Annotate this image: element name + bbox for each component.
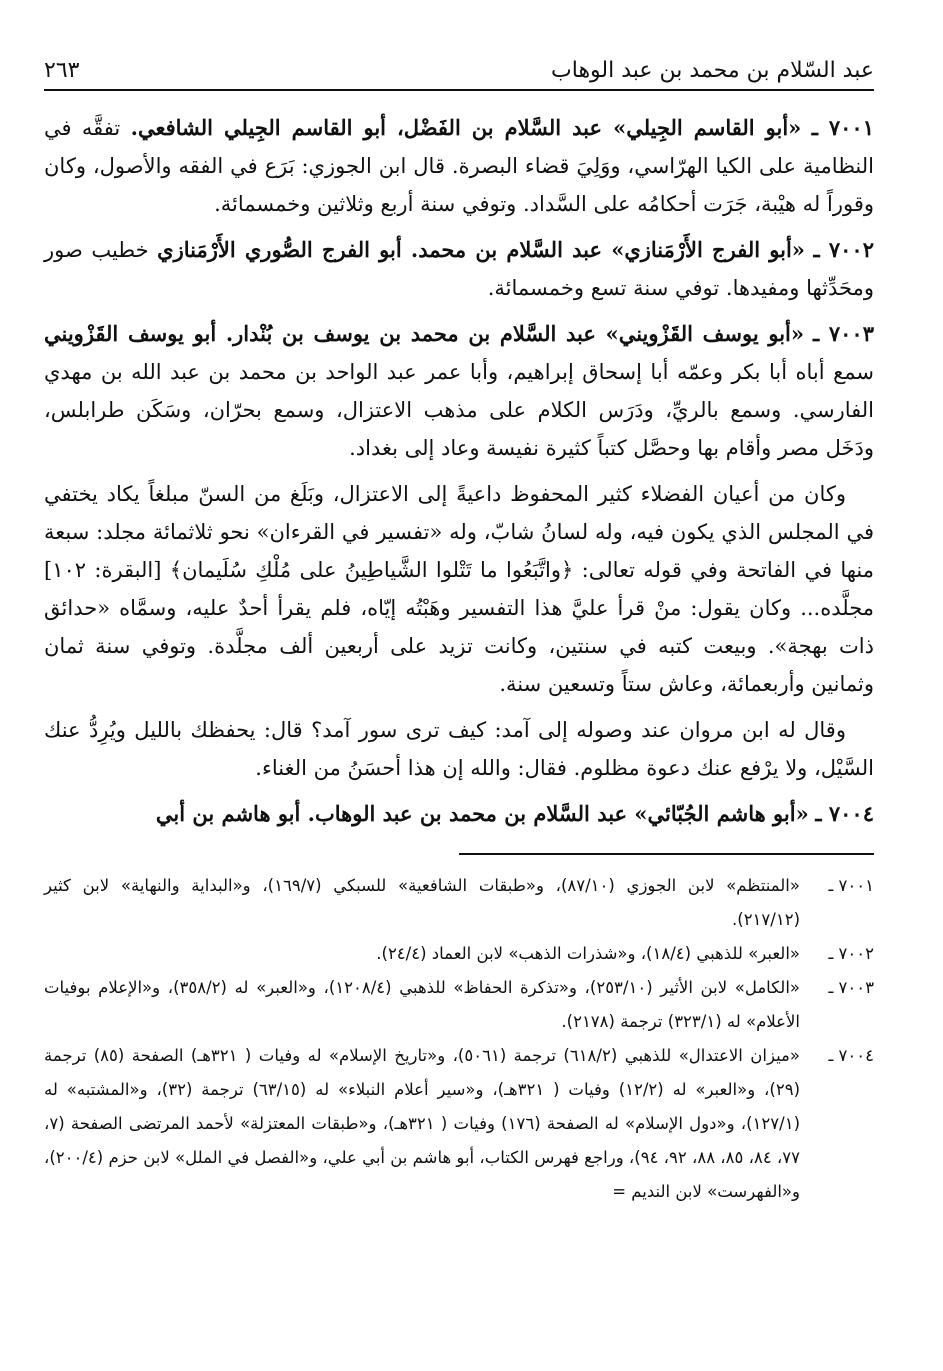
footnote <box>44 1039 874 1209</box>
footnote-divider <box>459 853 874 855</box>
footnote <box>44 869 874 937</box>
entry-7002 <box>44 231 874 307</box>
entry-7003 <box>44 315 874 467</box>
footnote <box>44 937 874 971</box>
entry-text: خطيب صور ومحَدِّثها ومفيدها. توفي سنة تسع وخمسمائة. <box>44 238 874 300</box>
running-head <box>44 58 874 91</box>
entry-text: سمع أباه أبا بكر وعمّه أبا إسحاق إبراهيم، وأبا عمر عبد الواحد بن محمد بن عبد الله بن مهدي الفارسي. وسمع بالريِّ، ودَرَس الكلام على مذهب الاعتزال، وسمع بحرّان، وسَكَن طرابلس، ودَخَل مصر وأقام بها وحصَّل كتباً كثيرة نفيسة وعاد إلى بغداد. <box>44 360 874 460</box>
paragraph: وكان من أعيان الفضلاء كثير المحفوظ داعيةً إلى الاعتزال، وبَلَغ من السنّ مبلغاً يكاد يختفي في المجلس الذي يكون فيه، وله لسانُ شابّ، وله «تفسير في القرءان» نحو ثلاثمائة مجلد: سبعة منها في الفاتحة وفي قوله تعالى: ﴿واتَّبَعُوا ما تَتْلوا الشَّياطِينُ على مُلْكِ سُلَيمان﴾ [البقرة: ١٠٢] مجلَّده... وكان يقول: منْ قرأ عليَّ هذا التفسير وهَبْتُه إيّاه، فلم يقرأ أحدٌ عليه، وسمَّاه «حدائق ذات بهجة». وبيعت كتبه في سنتين، وكانت تزيد على أربعين ألف مجلَّدة. وتوفي سنة ثمان وثمانين وأربعمائة، وعاش ستاً وتسعين سنة. <box>44 482 874 696</box>
footnote-text: «الكامل» لابن الأثير (٢٥٣/١٠)، و«تذكرة الحفاظ» للذهبي (١٢٠٨/٤)، و«العبر» له (٣٥٨/٢)، و«الإعلام بوفيات الأعلام» له (٣٢٣/١) ترجمة (٢١٧٨). <box>44 978 800 1031</box>
footnote-number: ٧٠٠٣ ـ <box>828 978 874 997</box>
footnote-number: ٧٠٠١ ـ <box>828 876 874 895</box>
footnote-text: «المنتظم» لابن الجوزي (٨٧/١٠)، و«طبقات الشافعية» للسبكي (١٦٩/٧)، و«البداية والنهاية» لابن كثير (٢١٧/١٢). <box>44 876 800 929</box>
main-text <box>44 109 874 833</box>
footnote-number: ٧٠٠٤ ـ <box>828 1046 874 1065</box>
footnotes <box>44 869 874 1209</box>
entry-number: ٧٠٠٢ ـ <box>813 237 874 262</box>
book-page <box>44 58 874 1209</box>
running-title: عبد السّلام بن محمد بن عبد الوهاب <box>551 58 874 83</box>
entry-heading: «أبو يوسف القَزْويني» عبد السَّلام بن محمد بن يوسف بن بُنْدار. أبو يوسف القَزْويني <box>44 321 804 346</box>
entry-7004 <box>44 795 874 833</box>
footnote-number: ٧٠٠٢ ـ <box>828 944 874 963</box>
entry-number: ٧٠٠٤ ـ <box>815 801 874 826</box>
footnote-text: «ميزان الاعتدال» للذهبي (٦١٨/٢) ترجمة (٥٠٦١)، و«تاريخ الإسلام» له وفيات ( ٣٢١هـ) الصفحة (٨٥) ترجمة (٢٩)، و«العبر» له (١٢/٢) وفيات ( ٣٢١هـ)، و«سير أعلام النبلاء» له (٦٣/١٥) ترجمة (٣٢)، و«المشتبه» له (١٢٧/١)، و«دول الإسلام» له الصفحة (١٧٦) وفيات ( ٣٢١هـ)، و«طبقات المعتزلة» لأحمد المرتضى الصفحة (٧، ٧٧، ٨٤، ٨٥، ٨٨، ٩٢، ٩٤)، وراجع فهرس الكتاب، أبو هاشم بن أبي علي، و«الفصل في الملل» لابن حزم (٢٠٠/٤)، و«الفهرست» لابن النديم = <box>44 1046 800 1201</box>
entry-number: ٧٠٠١ ـ <box>811 115 874 140</box>
entry-heading: «أبو القاسم الجِيلي» عبد السَّلام بن الفَضْل، أبو القاسم الجِيلي الشافعي. <box>130 115 802 140</box>
entry-7001 <box>44 109 874 223</box>
paragraph: وقال له ابن مروان عند وصوله إلى آمد: كيف ترى سور آمد؟ قال: يحفظك بالليل ويُرِدُّ عنك السَّيْل، ولا يرْفع عنك دعوة مظلوم. فقال: والله إن هذا أحسَنُ من الغناء. <box>44 718 874 780</box>
entry-number: ٧٠٠٣ ـ <box>813 321 874 346</box>
footnote <box>44 971 874 1039</box>
entry-heading: «أبو هاشم الجُبّائي» عبد السَّلام بن محمد بن عبد الوهاب. أبو هاشم بن أبي <box>155 801 809 826</box>
page-number: ٢٦٣ <box>44 58 80 83</box>
entry-heading: «أبو الفرج الأَرْمَنازي» عبد السَّلام بن محمد. أبو الفرج الصُّوري الأَرْمَنازي <box>157 237 805 262</box>
footnote-text: «العبر» للذهبي (١٨/٤)، و«شذرات الذهب» لابن العماد (٢٤/٤). <box>376 944 800 963</box>
entry-text: تفقَّه في النظامية على الكيا الهرّاسي، ووَلِيَ قضاء البصرة. قال ابن الجوزي: بَرَع في الفقه والأصول، وكان وقوراً له هيْبة، جَرَت أحكامُه على السَّداد. وتوفي سنة أربع وثلاثين وخمسمائة. <box>44 116 874 216</box>
